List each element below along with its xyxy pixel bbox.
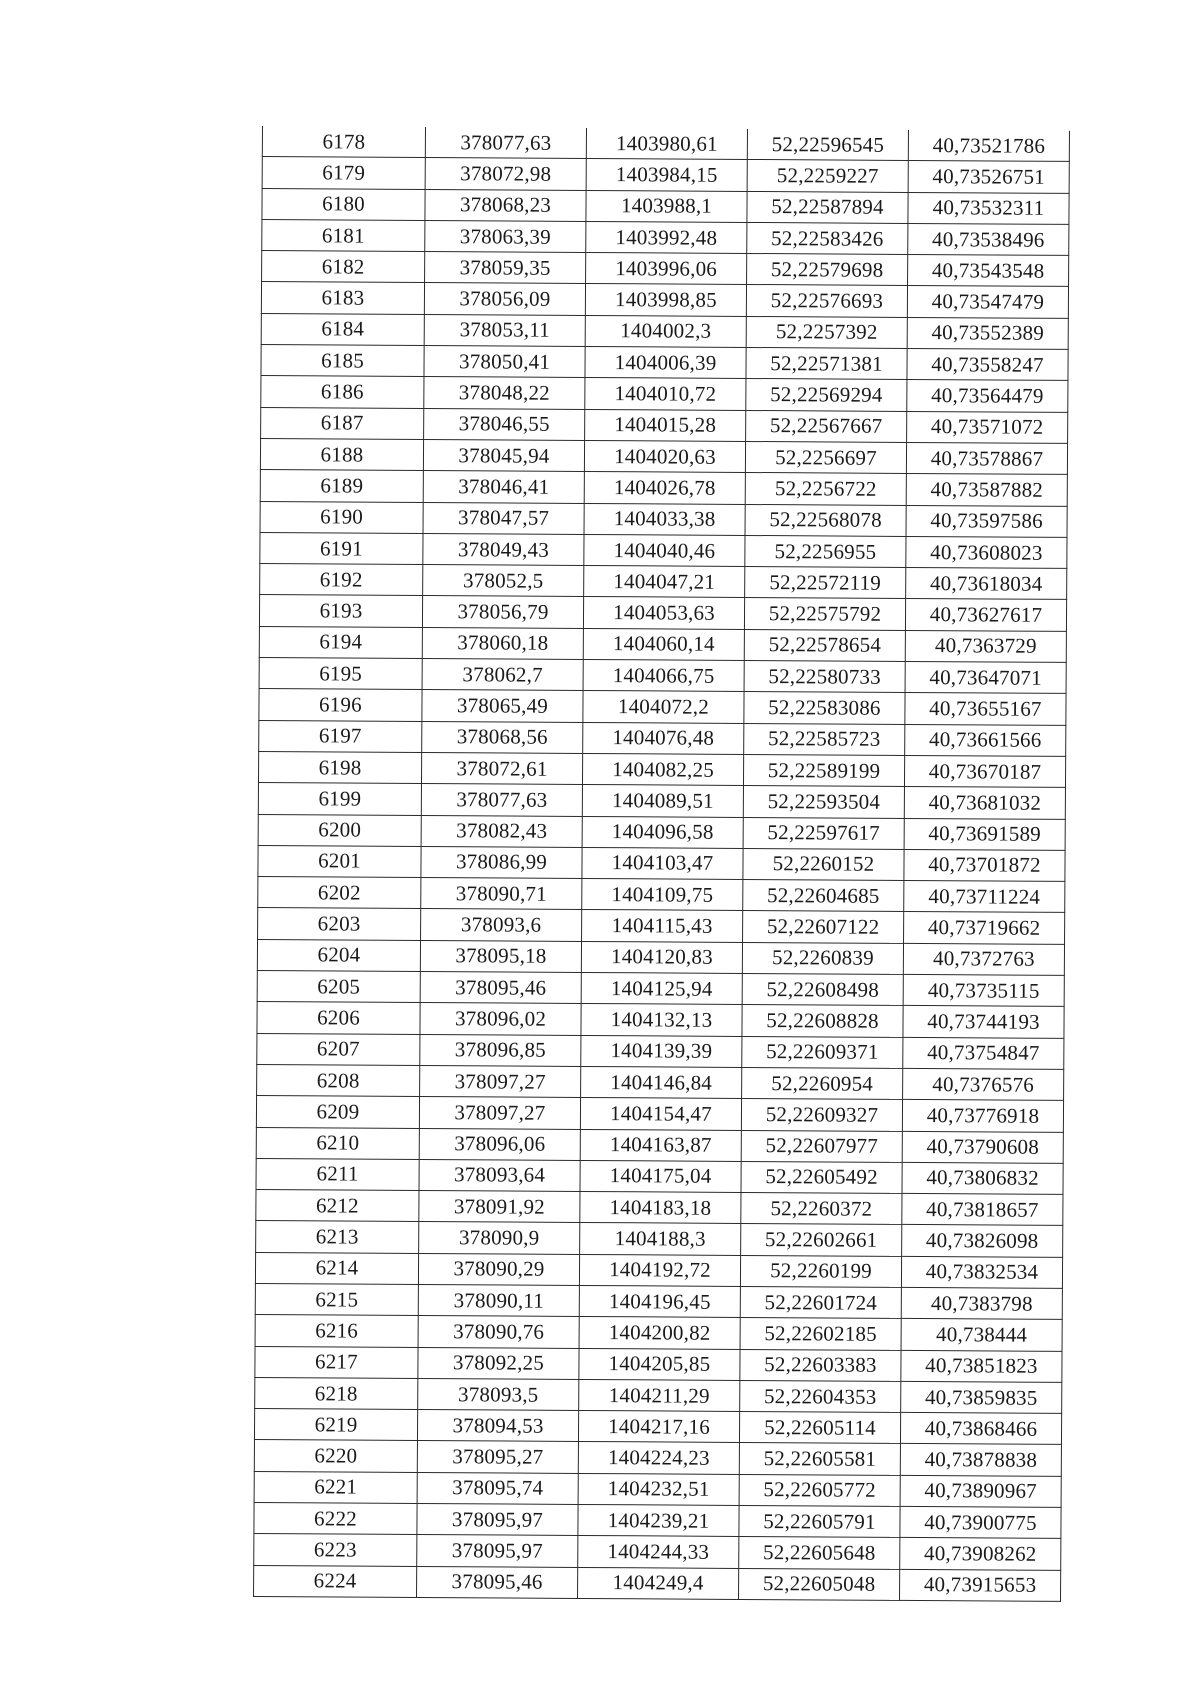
latitude-cell: 52,22579698 — [747, 254, 908, 286]
longitude-cell: 40,73818657 — [902, 1194, 1063, 1226]
longitude-cell: 40,73532311 — [908, 192, 1069, 224]
point-number-cell: 6185 — [261, 345, 424, 377]
x-coordinate-cell: 378090,76 — [418, 1316, 579, 1348]
latitude-cell: 52,22604685 — [743, 880, 904, 912]
table-row — [254, 1440, 1061, 1476]
table-row — [260, 564, 1067, 600]
latitude-cell: 52,22587894 — [747, 191, 908, 223]
table-row — [260, 438, 1067, 474]
longitude-cell: 40,73655167 — [905, 693, 1066, 725]
latitude-cell: 52,2256955 — [745, 535, 906, 567]
longitude-cell: 40,73521786 — [908, 130, 1069, 162]
table-row — [257, 1064, 1064, 1100]
latitude-cell: 52,22605772 — [739, 1474, 900, 1506]
table-row — [262, 188, 1069, 224]
y-coordinate-cell: 1403998,85 — [585, 284, 746, 316]
x-coordinate-cell: 378062,7 — [422, 659, 583, 691]
latitude-cell: 52,22604353 — [740, 1380, 901, 1412]
longitude-cell: 40,73878838 — [900, 1444, 1061, 1476]
x-coordinate-cell: 378082,43 — [421, 815, 582, 847]
latitude-cell: 52,22580733 — [744, 661, 905, 693]
y-coordinate-cell: 1404076,48 — [583, 722, 744, 754]
latitude-cell: 52,22605114 — [739, 1412, 900, 1444]
y-coordinate-cell: 1404089,51 — [582, 785, 743, 817]
y-coordinate-cell: 1404244,33 — [578, 1536, 739, 1568]
longitude-cell: 40,73859835 — [901, 1381, 1062, 1413]
latitude-cell: 52,22609327 — [741, 1099, 902, 1131]
latitude-cell: 52,22583426 — [747, 222, 908, 254]
x-coordinate-cell: 378096,85 — [420, 1034, 581, 1066]
latitude-cell: 52,2260199 — [740, 1255, 901, 1287]
latitude-cell: 52,2259227 — [747, 160, 908, 192]
table-row — [257, 1033, 1064, 1069]
x-coordinate-cell: 378053,11 — [424, 314, 585, 346]
point-number-cell: 6193 — [259, 595, 422, 627]
latitude-cell: 52,22576693 — [746, 285, 907, 317]
y-coordinate-cell: 1404139,39 — [581, 1035, 742, 1067]
longitude-cell: 40,73564479 — [907, 380, 1068, 412]
longitude-cell: 40,73670187 — [904, 755, 1065, 787]
point-number-cell: 6215 — [255, 1283, 418, 1315]
y-coordinate-cell: 1404115,43 — [582, 910, 743, 942]
point-number-cell: 6212 — [256, 1190, 419, 1222]
point-number-cell: 6220 — [254, 1440, 417, 1472]
latitude-cell: 52,22583086 — [744, 692, 905, 724]
longitude-cell: 40,73915653 — [900, 1569, 1061, 1601]
longitude-cell: 40,73868466 — [900, 1413, 1061, 1445]
point-number-cell: 6178 — [262, 126, 425, 158]
point-number-cell: 6179 — [262, 157, 425, 189]
point-number-cell: 6203 — [258, 908, 421, 940]
x-coordinate-cell: 378072,61 — [421, 752, 582, 784]
y-coordinate-cell: 1404217,16 — [578, 1411, 739, 1443]
table-row — [257, 1002, 1064, 1038]
point-number-cell: 6197 — [259, 720, 422, 752]
y-coordinate-cell: 1404060,14 — [583, 628, 744, 660]
longitude-cell: 40,73826098 — [902, 1225, 1063, 1257]
table-row — [254, 1471, 1061, 1507]
table-row — [260, 501, 1067, 537]
point-number-cell: 6216 — [255, 1315, 418, 1347]
latitude-cell: 52,22568078 — [745, 504, 906, 536]
point-number-cell: 6213 — [256, 1221, 419, 1253]
longitude-cell: 40,73681032 — [904, 787, 1065, 819]
point-number-cell: 6187 — [261, 407, 424, 439]
point-number-cell: 6180 — [262, 188, 425, 220]
table-row — [261, 345, 1068, 381]
x-coordinate-cell: 378046,55 — [424, 408, 585, 440]
x-coordinate-cell: 378060,18 — [422, 627, 583, 659]
point-number-cell: 6217 — [255, 1346, 418, 1378]
table-row — [260, 470, 1067, 506]
latitude-cell: 52,2256722 — [745, 473, 906, 505]
y-coordinate-cell: 1404125,94 — [581, 972, 742, 1004]
latitude-cell: 52,22605791 — [739, 1506, 900, 1538]
latitude-cell: 52,22585723 — [744, 723, 905, 755]
table-row — [258, 908, 1065, 944]
point-number-cell: 6196 — [259, 689, 422, 721]
table-row — [255, 1346, 1062, 1382]
table-row — [259, 720, 1066, 756]
table-row — [255, 1252, 1062, 1288]
y-coordinate-cell: 1404010,72 — [585, 378, 746, 410]
longitude-cell: 40,73597586 — [906, 505, 1067, 537]
y-coordinate-cell: 1404033,38 — [584, 503, 745, 535]
x-coordinate-cell: 378086,99 — [421, 846, 582, 878]
x-coordinate-cell: 378095,18 — [420, 940, 581, 972]
longitude-cell: 40,73558247 — [907, 349, 1068, 381]
x-coordinate-cell: 378090,29 — [418, 1253, 579, 1285]
x-coordinate-cell: 378090,11 — [418, 1284, 579, 1316]
point-number-cell: 6198 — [258, 751, 421, 783]
latitude-cell: 52,2260152 — [743, 848, 904, 880]
latitude-cell: 52,22596545 — [747, 129, 908, 161]
y-coordinate-cell: 1403988,1 — [586, 190, 747, 222]
point-number-cell: 6188 — [260, 438, 423, 470]
longitude-cell: 40,73691589 — [904, 818, 1065, 850]
latitude-cell: 52,22575792 — [744, 598, 905, 630]
x-coordinate-cell: 378052,5 — [423, 565, 584, 597]
latitude-cell: 52,22572119 — [745, 567, 906, 599]
point-number-cell: 6221 — [254, 1471, 417, 1503]
x-coordinate-cell: 378065,49 — [422, 690, 583, 722]
y-coordinate-cell: 1404066,75 — [583, 660, 744, 692]
table-row — [256, 1190, 1063, 1226]
y-coordinate-cell: 1404188,3 — [580, 1223, 741, 1255]
x-coordinate-cell: 378068,56 — [422, 721, 583, 753]
latitude-cell: 52,22597617 — [743, 817, 904, 849]
x-coordinate-cell: 378045,94 — [423, 439, 584, 471]
point-number-cell: 6202 — [258, 877, 421, 909]
longitude-cell: 40,73908262 — [900, 1538, 1061, 1570]
point-number-cell: 6200 — [258, 814, 421, 846]
point-number-cell: 6209 — [256, 1096, 419, 1128]
table-row — [255, 1315, 1062, 1351]
x-coordinate-cell: 378091,92 — [419, 1191, 580, 1223]
longitude-cell: 40,73526751 — [908, 161, 1069, 193]
longitude-cell: 40,73776918 — [902, 1100, 1063, 1132]
table-row — [254, 1409, 1061, 1445]
longitude-cell: 40,73552389 — [907, 317, 1068, 349]
table-row — [256, 1221, 1063, 1257]
y-coordinate-cell: 1404232,51 — [578, 1473, 739, 1505]
y-coordinate-cell: 1404082,25 — [582, 753, 743, 785]
point-number-cell: 6181 — [262, 219, 425, 251]
x-coordinate-cell: 378093,5 — [418, 1378, 579, 1410]
longitude-cell: 40,73538496 — [908, 223, 1069, 255]
point-number-cell: 6199 — [258, 783, 421, 815]
longitude-cell: 40,73754847 — [903, 1037, 1064, 1069]
longitude-cell: 40,7383798 — [901, 1287, 1062, 1319]
point-number-cell: 6224 — [254, 1565, 417, 1597]
table-row — [259, 626, 1066, 662]
x-coordinate-cell: 378095,97 — [417, 1535, 578, 1567]
table-row — [256, 1096, 1063, 1132]
latitude-cell: 52,2260839 — [742, 942, 903, 974]
x-coordinate-cell: 378093,64 — [419, 1159, 580, 1191]
longitude-cell: 40,73900775 — [900, 1506, 1061, 1538]
point-number-cell: 6195 — [259, 658, 422, 690]
point-number-cell: 6192 — [260, 564, 423, 596]
latitude-cell: 52,22602661 — [741, 1224, 902, 1256]
latitude-cell: 52,22608828 — [742, 1005, 903, 1037]
longitude-cell: 40,73851823 — [901, 1350, 1062, 1382]
x-coordinate-cell: 378097,27 — [420, 1065, 581, 1097]
y-coordinate-cell: 1404224,23 — [578, 1442, 739, 1474]
longitude-cell: 40,73578867 — [906, 442, 1067, 474]
point-number-cell: 6210 — [256, 1127, 419, 1159]
y-coordinate-cell: 1404200,82 — [579, 1317, 740, 1349]
y-coordinate-cell: 1404006,39 — [585, 347, 746, 379]
x-coordinate-cell: 378094,53 — [417, 1410, 578, 1442]
x-coordinate-cell: 378096,06 — [419, 1128, 580, 1160]
y-coordinate-cell: 1404109,75 — [582, 879, 743, 911]
latitude-cell: 52,2257392 — [746, 316, 907, 348]
y-coordinate-cell: 1403996,06 — [586, 253, 747, 285]
latitude-cell: 52,22605581 — [739, 1443, 900, 1475]
x-coordinate-cell: 378077,63 — [421, 784, 582, 816]
y-coordinate-cell: 1404175,04 — [580, 1160, 741, 1192]
x-coordinate-cell: 378049,43 — [423, 533, 584, 565]
table-row — [258, 783, 1065, 819]
longitude-cell: 40,73735115 — [903, 974, 1064, 1006]
point-number-cell: 6190 — [260, 501, 423, 533]
y-coordinate-cell: 1403992,48 — [586, 221, 747, 253]
table-row — [258, 751, 1065, 787]
longitude-cell: 40,73627617 — [905, 599, 1066, 631]
longitude-cell: 40,73661566 — [905, 724, 1066, 756]
table-row — [256, 1158, 1063, 1194]
longitude-cell: 40,73806832 — [902, 1162, 1063, 1194]
latitude-cell: 52,22567667 — [746, 410, 907, 442]
y-coordinate-cell: 1404026,78 — [584, 472, 745, 504]
x-coordinate-cell: 378056,79 — [422, 596, 583, 628]
y-coordinate-cell: 1404192,72 — [579, 1254, 740, 1286]
x-coordinate-cell: 378068,23 — [425, 189, 586, 221]
latitude-cell: 52,2260372 — [741, 1193, 902, 1225]
latitude-cell: 52,2260954 — [742, 1067, 903, 1099]
y-coordinate-cell: 1404002,3 — [585, 315, 746, 347]
y-coordinate-cell: 1404163,87 — [580, 1129, 741, 1161]
table-row — [262, 126, 1069, 162]
longitude-cell: 40,738444 — [901, 1319, 1062, 1351]
point-number-cell: 6182 — [262, 251, 425, 283]
x-coordinate-cell: 378092,25 — [418, 1347, 579, 1379]
y-coordinate-cell: 1404249,4 — [578, 1567, 739, 1599]
y-coordinate-cell: 1404072,2 — [583, 691, 744, 723]
table-row — [254, 1503, 1061, 1539]
latitude-cell: 52,22589199 — [743, 754, 904, 786]
point-number-cell: 6208 — [257, 1064, 420, 1096]
y-coordinate-cell: 1404183,18 — [580, 1192, 741, 1224]
y-coordinate-cell: 1404020,63 — [584, 440, 745, 472]
y-coordinate-cell: 1404196,45 — [579, 1285, 740, 1317]
table-row — [254, 1565, 1061, 1601]
table-row — [258, 814, 1065, 850]
point-number-cell: 6194 — [259, 626, 422, 658]
point-number-cell: 6219 — [254, 1409, 417, 1441]
y-coordinate-cell: 1404120,83 — [581, 941, 742, 973]
x-coordinate-cell: 378093,6 — [421, 909, 582, 941]
point-number-cell: 6207 — [257, 1033, 420, 1065]
x-coordinate-cell: 378072,98 — [425, 158, 586, 190]
latitude-cell: 52,22608498 — [742, 973, 903, 1005]
table-row — [261, 282, 1068, 318]
x-coordinate-cell: 378077,63 — [425, 127, 586, 159]
longitude-cell: 40,73647071 — [905, 661, 1066, 693]
y-coordinate-cell: 1404205,85 — [579, 1348, 740, 1380]
point-number-cell: 6184 — [261, 313, 424, 345]
x-coordinate-cell: 378090,9 — [419, 1222, 580, 1254]
latitude-cell: 52,22609371 — [742, 1036, 903, 1068]
table-row — [259, 689, 1066, 725]
longitude-cell: 40,73719662 — [904, 912, 1065, 944]
table-row — [261, 376, 1068, 412]
table-row — [262, 251, 1069, 287]
table-row — [255, 1377, 1062, 1413]
point-number-cell: 6214 — [255, 1252, 418, 1284]
point-number-cell: 6186 — [261, 376, 424, 408]
longitude-cell: 40,73608023 — [906, 536, 1067, 568]
x-coordinate-cell: 378095,74 — [417, 1472, 578, 1504]
table-row — [259, 658, 1066, 694]
x-coordinate-cell: 378095,97 — [417, 1504, 578, 1536]
longitude-cell: 40,73744193 — [903, 1006, 1064, 1038]
x-coordinate-cell: 378047,57 — [423, 502, 584, 534]
latitude-cell: 52,22605048 — [739, 1568, 900, 1600]
y-coordinate-cell: 1404146,84 — [581, 1066, 742, 1098]
x-coordinate-cell: 378063,39 — [425, 220, 586, 252]
point-number-cell: 6189 — [260, 470, 423, 502]
y-coordinate-cell: 1404053,63 — [583, 597, 744, 629]
point-number-cell: 6205 — [257, 971, 420, 1003]
latitude-cell: 52,22593504 — [743, 786, 904, 818]
latitude-cell: 52,22605492 — [741, 1161, 902, 1193]
table-row — [261, 407, 1068, 443]
longitude-cell: 40,73587882 — [906, 474, 1067, 506]
x-coordinate-cell: 378046,41 — [423, 471, 584, 503]
latitude-cell: 52,2256697 — [745, 441, 906, 473]
x-coordinate-cell: 378095,46 — [420, 971, 581, 1003]
table-row — [256, 1127, 1063, 1163]
y-coordinate-cell: 1404132,13 — [581, 1004, 742, 1036]
longitude-cell: 40,7376576 — [903, 1068, 1064, 1100]
y-coordinate-cell: 1404015,28 — [585, 409, 746, 441]
y-coordinate-cell: 1403980,61 — [586, 128, 747, 160]
point-number-cell: 6222 — [254, 1503, 417, 1535]
longitude-cell: 40,73543548 — [908, 255, 1069, 287]
y-coordinate-cell: 1404154,47 — [580, 1098, 741, 1130]
y-coordinate-cell: 1404211,29 — [579, 1379, 740, 1411]
longitude-cell: 40,73711224 — [904, 881, 1065, 913]
table-row — [257, 971, 1064, 1007]
table-row — [260, 532, 1067, 568]
y-coordinate-cell: 1404103,47 — [582, 847, 743, 879]
longitude-cell: 40,73832534 — [901, 1256, 1062, 1288]
point-number-cell: 6218 — [255, 1377, 418, 1409]
x-coordinate-cell: 378059,35 — [425, 252, 586, 284]
point-number-cell: 6206 — [257, 1002, 420, 1034]
table-row — [257, 939, 1064, 975]
y-coordinate-cell: 1404040,46 — [584, 534, 745, 566]
table-row — [261, 313, 1068, 349]
point-number-cell: 6204 — [257, 939, 420, 971]
longitude-cell: 40,73547479 — [907, 286, 1068, 318]
coordinates-table — [253, 126, 1070, 1602]
longitude-cell: 40,73571072 — [907, 411, 1068, 443]
table-row — [254, 1534, 1061, 1570]
y-coordinate-cell: 1404239,21 — [578, 1505, 739, 1537]
x-coordinate-cell: 378097,27 — [419, 1097, 580, 1129]
table-row — [258, 877, 1065, 913]
x-coordinate-cell: 378095,46 — [417, 1566, 578, 1598]
table-row — [258, 845, 1065, 881]
x-coordinate-cell: 378095,27 — [417, 1441, 578, 1473]
y-coordinate-cell: 1404047,21 — [584, 566, 745, 598]
point-number-cell: 6211 — [256, 1158, 419, 1190]
x-coordinate-cell: 378096,02 — [420, 1003, 581, 1035]
x-coordinate-cell: 378048,22 — [424, 377, 585, 409]
longitude-cell: 40,73701872 — [904, 849, 1065, 881]
point-number-cell: 6183 — [261, 282, 424, 314]
point-number-cell: 6201 — [258, 845, 421, 877]
x-coordinate-cell: 378056,09 — [424, 283, 585, 315]
latitude-cell: 52,22578654 — [744, 629, 905, 661]
longitude-cell: 40,73890967 — [900, 1475, 1061, 1507]
latitude-cell: 52,22571381 — [746, 348, 907, 380]
point-number-cell: 6191 — [260, 532, 423, 564]
longitude-cell: 40,7363729 — [905, 630, 1066, 662]
table-row — [262, 157, 1069, 193]
y-coordinate-cell: 1403984,15 — [586, 159, 747, 191]
latitude-cell: 52,22605648 — [739, 1537, 900, 1569]
coordinates-table-body — [254, 126, 1070, 1601]
table-row — [259, 595, 1066, 631]
latitude-cell: 52,22569294 — [746, 379, 907, 411]
table-row — [262, 219, 1069, 255]
latitude-cell: 52,22607122 — [743, 911, 904, 943]
longitude-cell: 40,73618034 — [906, 568, 1067, 600]
table-row — [255, 1283, 1062, 1319]
longitude-cell: 40,7372763 — [903, 943, 1064, 975]
x-coordinate-cell: 378050,41 — [424, 346, 585, 378]
latitude-cell: 52,22603383 — [740, 1349, 901, 1381]
y-coordinate-cell: 1404096,58 — [582, 816, 743, 848]
point-number-cell: 6223 — [254, 1534, 417, 1566]
latitude-cell: 52,22607977 — [741, 1130, 902, 1162]
longitude-cell: 40,73790608 — [902, 1131, 1063, 1163]
latitude-cell: 52,22601724 — [740, 1286, 901, 1318]
x-coordinate-cell: 378090,71 — [421, 878, 582, 910]
latitude-cell: 52,22602185 — [740, 1318, 901, 1350]
